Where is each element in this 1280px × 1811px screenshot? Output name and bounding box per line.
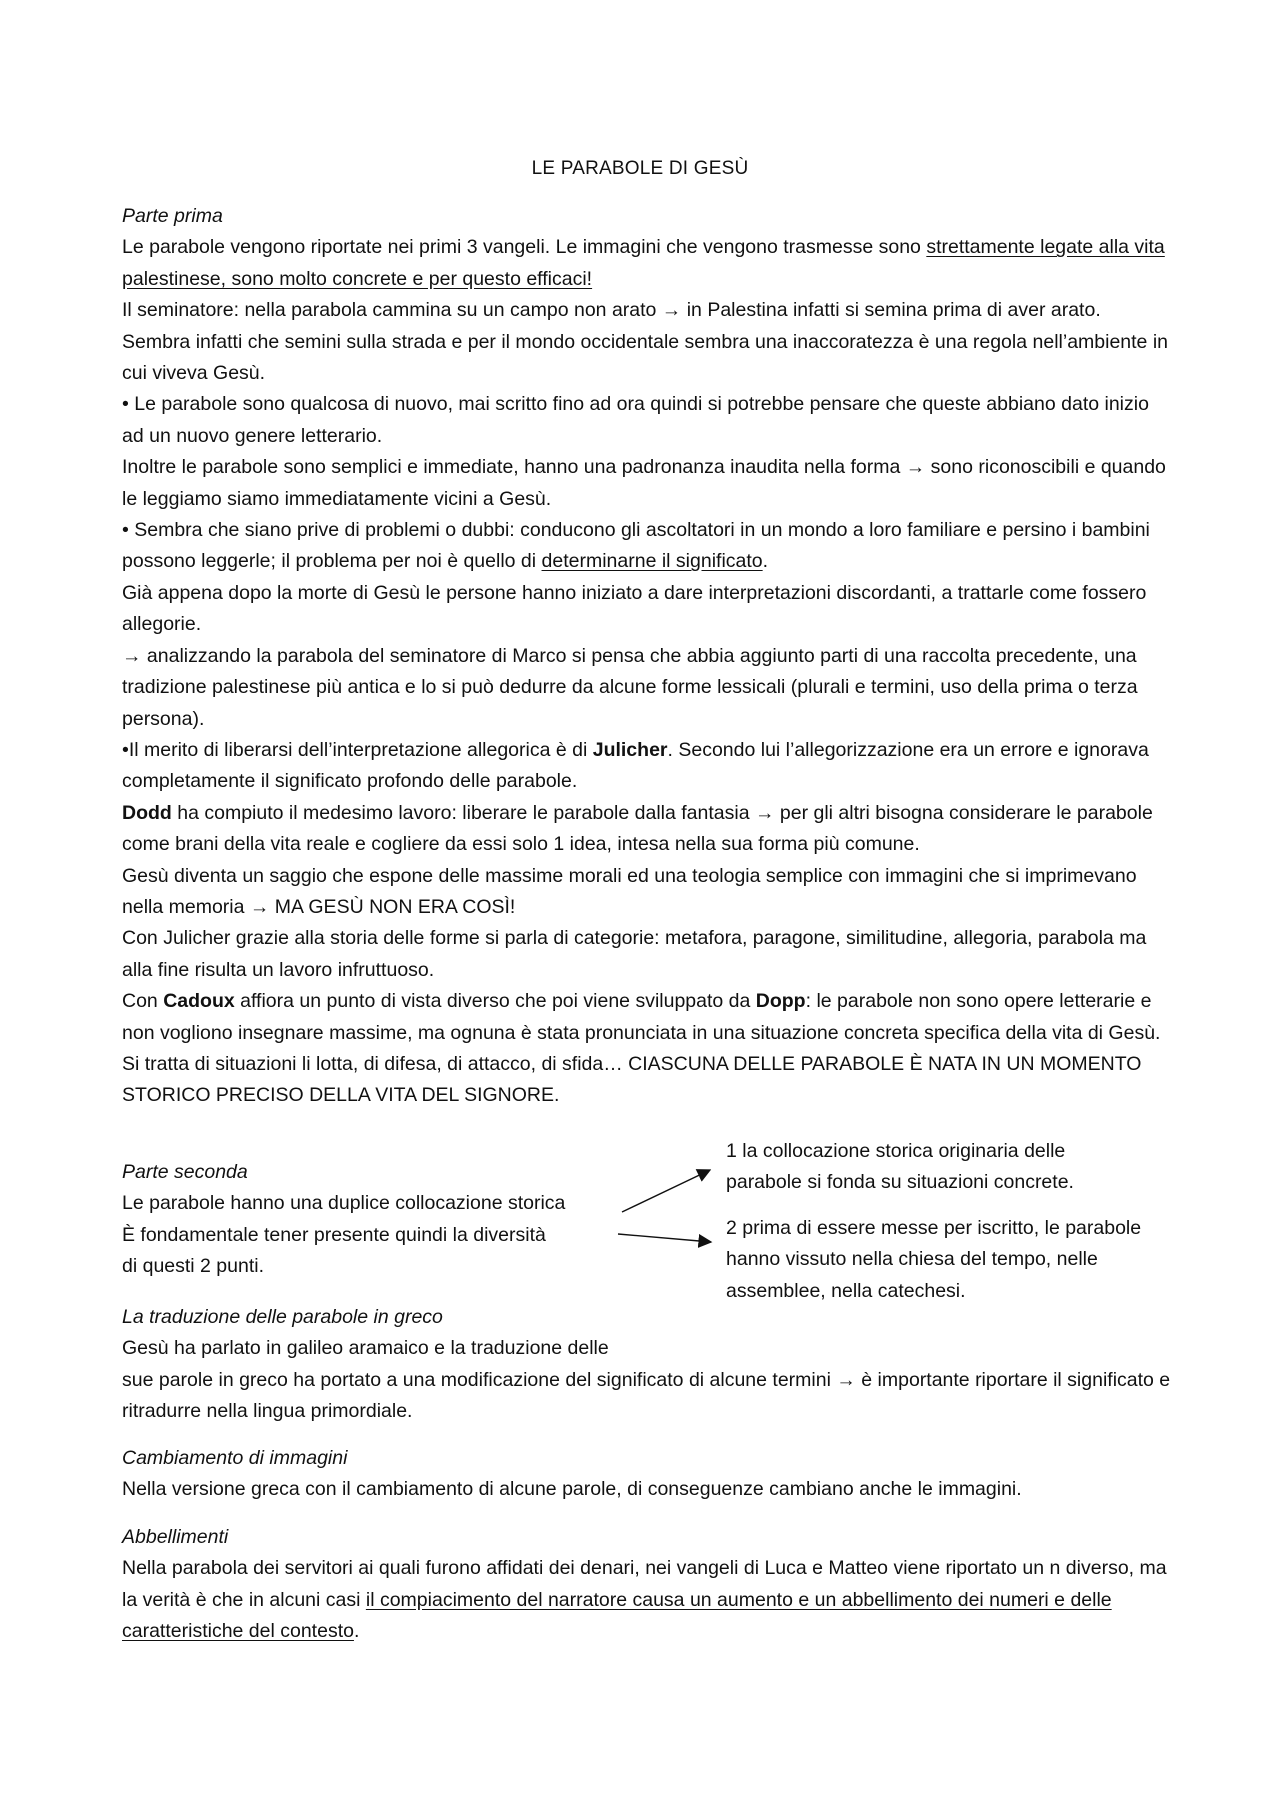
bold-name: Dodd bbox=[122, 801, 172, 824]
bullet-paragraph bbox=[122, 515, 1172, 578]
section-heading: Cambiamento di immagini bbox=[122, 1447, 348, 1469]
underlined-text: il compiacimento del narratore causa un aumento e un abbellimento dei numeri e delle caratteristiche del contesto bbox=[122, 1588, 1112, 1643]
text-span: . bbox=[353, 1620, 360, 1643]
page-title: LE PARABOLE DI GESÙ bbox=[531, 158, 749, 179]
underlined-text: determinarne il significato bbox=[541, 550, 763, 573]
paragraph: Gesù diventa un saggio che espone delle massime morali ed una teologia semplice con immagini che si imprimevano nella memoria → MA GESÙ NON ERA COSÌ! bbox=[122, 864, 1137, 918]
section-images bbox=[122, 1443, 1172, 1506]
text-line: È fondamentale tener presente quindi la diversità bbox=[122, 1223, 546, 1246]
paragraph bbox=[122, 1553, 1172, 1647]
section-heading: La traduzione delle parabole in greco bbox=[122, 1306, 443, 1328]
underlined-text: strettamente legate alla vita palestinese, sono molto concrete e per questo efficaci! bbox=[122, 236, 1165, 290]
section-heading: Abbellimenti bbox=[122, 1526, 229, 1548]
text-span: ha compiuto il medesimo lavoro: liberare le parabole dalla fantasia → per gli altri bisogna considerare le parabole come brani della vita reale e cogliere da essi solo 1 idea, intesa nella sua forma più comune. bbox=[122, 801, 1153, 856]
text-span: •Il merito di liberarsi dell’interpretazione allegorica è di bbox=[122, 738, 593, 761]
text-line: Le parabole hanno una duplice collocazione storica bbox=[122, 1192, 566, 1215]
paragraph: Già appena dopo la morte di Gesù le persone hanno iniziato a dare interpretazioni discordanti, a trattarle come fossero allegorie. bbox=[122, 581, 1147, 636]
paragraph: → analizzando la parabola del seminatore di Marco si pensa che abbia aggiunto parti di una raccolta precedente, una tradizione palestinese più antica e lo si può dedurre da alcune forme lessicali (plurali e termini, uso della prima o terza persona). bbox=[122, 644, 1138, 730]
point-two: 2 prima di essere messe per iscritto, le parabole hanno vissuto nella chiesa del tempo, nelle assemblee, nella catechesi. bbox=[726, 1217, 1142, 1302]
bold-name: Julicher bbox=[592, 738, 668, 761]
paragraph: Nella versione greca con il cambiamento di alcune parole, di conseguenze cambiano anche le immagini. bbox=[122, 1478, 1022, 1501]
paragraph bbox=[122, 798, 1172, 861]
bullet-paragraph bbox=[122, 735, 1172, 798]
text-span: : le parabole non sono opere letterarie e non vogliono insegnare massime, ma ognuna è stata pronunciata in una situazione concreta specifica della vita di Gesù. Si tratta di situazioni li lotta, di difesa, di attacco, di sfida… CIASCUNA DELLE PARABOLE È NATA IN UN MOMENTO STORICO PRECISO DELLA VITA DEL SIGNORE. bbox=[122, 990, 1161, 1107]
section-embellishments bbox=[122, 1522, 1172, 1648]
paragraph: Inoltre le parabole sono semplici e immediate, hanno una padronanza inaudita nella forma → sono riconoscibili e quando le leggiamo siamo immediatamente vicini a Gesù. bbox=[122, 456, 1166, 510]
text-span: affiora un punto di vista diverso che poi viene sviluppato da bbox=[234, 990, 756, 1013]
text-line: di questi 2 punti. bbox=[122, 1255, 265, 1278]
section-heading: Parte prima bbox=[122, 205, 223, 227]
point-one: 1 la collocazione storica originaria delle parabole si fonda su situazioni concrete. bbox=[726, 1140, 1074, 1194]
text-span: Con bbox=[122, 990, 164, 1013]
bold-name: Cadoux bbox=[163, 990, 235, 1013]
section-part-one bbox=[122, 201, 1172, 1112]
paragraph: Il seminatore: nella parabola cammina su un campo non arato → in Palestina infatti si semina prima di aver arato. Sembra infatti che semini sulla strada e per il mondo occidentale sembra una inaccoratezza è una regola nell’ambiente in cui viveva Gesù. bbox=[122, 299, 1169, 385]
text-span: • Sembra che siano prive di problemi o dubbi: conducono gli ascoltatori in un mondo a loro familiare e persino i bambini possono leggerle; il problema per noi è quello di bbox=[122, 519, 1150, 573]
section-part-two bbox=[122, 1157, 642, 1283]
bullet-paragraph: • Le parabole sono qualcosa di nuovo, mai scritto fino ad ora quindi si potrebbe pensare che queste abbiano dato inizio ad un nuovo genere letterario. bbox=[122, 393, 1149, 447]
text-span: Nella parabola dei servitori ai quali furono affidati dei denari, nei vangeli di Luca e Matteo viene riportato un n diverso, ma la verità è che in alcuni casi bbox=[122, 1557, 1167, 1611]
paragraph: sue parole in greco ha portato a una modificazione del significato di alcune termini → è importante riportare il significato e ritradurre nella lingua primordiale. bbox=[122, 1368, 1171, 1423]
section-translation bbox=[122, 1302, 1172, 1428]
text-span: Le parabole vengono riportate nei primi 3 vangeli. Le immagini che vengono trasmesse sono bbox=[122, 236, 927, 259]
text-line: Gesù ha parlato in galileo aramaico e la traduzione delle bbox=[122, 1337, 609, 1360]
paragraph: Con Julicher grazie alla storia delle forme si parla di categorie: metafora, paragone, similitudine, allegoria, parabola ma alla fine risulta un lavoro infruttuoso. bbox=[122, 927, 1147, 981]
paragraph bbox=[122, 986, 1172, 1112]
section-heading: Parte seconda bbox=[122, 1161, 248, 1183]
text-span: . bbox=[762, 550, 769, 573]
bold-name: Dopp bbox=[755, 990, 806, 1013]
paragraph bbox=[122, 232, 1172, 295]
text-span: . Secondo lui l’allegorizzazione era un errore e ignorava completamente il significato profondo delle parabole. bbox=[122, 738, 1149, 793]
